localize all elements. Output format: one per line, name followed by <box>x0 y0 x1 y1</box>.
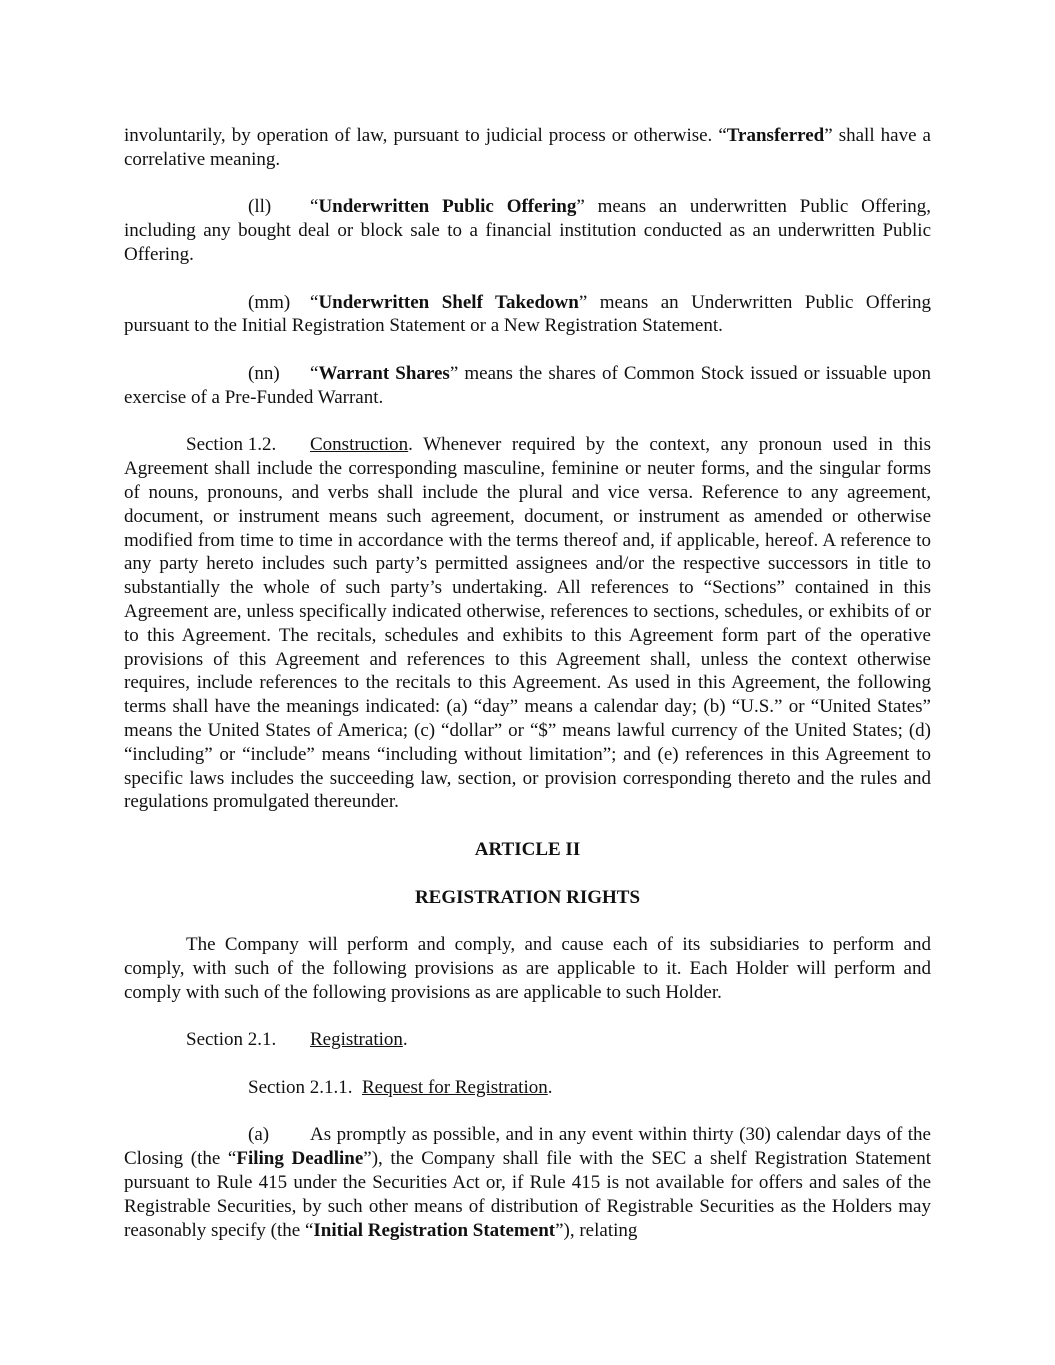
section-heading: Request for Registration <box>362 1076 548 1098</box>
defined-term: Transferred <box>726 125 825 146</box>
section-1-2-construction: Section 1.2. Construction. Whenever required by the context, any pronoun used in this Agreement shall include the corresponding masculine, feminine or neuter forms, and the singular forms of nouns, pronouns, and verbs shall include the plural and vice versa. Reference to any agreement, document, or instrument means such agreement, document, or instrument as amended or otherwise modified from time to time in accordance with the terms thereof and, if applicable, hereof. A reference to any party hereto includes such party’s permitted assignees and/or the respective successors in title to substantially the whole of such party’s undertaking. All references to “Sections” contained in this Agreement are, unless specifically indicated otherwise, references to sections, schedules, or exhibits of or to this Agreement. The recitals, schedules and exhibits to this Agreement form part of the operative provisions of this Agreement and references to this Agreement shall, unless the context otherwise requires, include references to the recitals to this Agreement. As used in this Agreement, the following terms shall have the meanings indicated: (a) “day” means a calendar day; (b) “U.S.” or “United States” means the United States of America; (c) “dollar” or “$” means lawful currency of the United States; (d) “including” or “include” means “including without limitation”; and (e) references in this Agreement to specific laws includes the succeeding law, section, or provision corresponding thereto and the rules and regulations promulgated thereunder. <box>124 434 931 813</box>
section-heading: Registration <box>310 1029 403 1051</box>
paragraph-a: (a) As promptly as possible, and in any event within thirty (30) calendar days of the Closing (the “Filing Deadline”), the Company shall file with the SEC a shelf Registration Statement pursuant to Rule 415 under the Securities Act or, if Rule 415 is not available for offers and sales of the Registrable Securities, by such other means of distribution of Registrable Securities as the Holders may reasonably specify (the “Initial Registration Statement”), relating <box>124 1124 931 1241</box>
document-page <box>124 124 931 1242</box>
section-2-1-1-heading: Section 2.1.1. Request for Registration. <box>248 1076 553 1098</box>
section-2-1-heading: Section 2.1. Registration. <box>186 1029 408 1051</box>
definition-nn: (nn) “Warrant Shares” means the shares of Common Stock issued or issuable upon exercise of a Pre-Funded Warrant. <box>124 362 932 408</box>
article-number: ARTICLE II <box>474 838 581 860</box>
article-title: REGISTRATION RIGHTS <box>414 886 641 908</box>
section-heading: Construction <box>310 434 409 456</box>
article-intro: The Company will perform and comply, and cause each of its subsidiaries to perform and comply, with such of the following provisions as are applicable to it. Each Holder will perform and comply with such of the following provisions as are applicable to such Holder. <box>124 934 931 1003</box>
paragraph-label: (a) <box>248 1124 270 1146</box>
definition-ll: (ll) “Underwritten Public Offering” means an underwritten Public Offering, including any bought deal or block sale to a financial institution conducted as an underwritten Public Offering. <box>124 196 931 265</box>
definition-label: (ll) <box>248 196 272 218</box>
section-number: Section 2.1. <box>186 1029 277 1051</box>
defined-term: Underwritten Public Offering <box>318 196 577 218</box>
section-number: Section 1.2. <box>186 434 277 456</box>
definition-label: (nn) <box>248 362 280 384</box>
transferred-definition: involuntarily, by operation of law, pursuant to judicial process or otherwise. “Transferred” shall have a correlative meaning. <box>124 125 931 170</box>
defined-term: Underwritten Shelf Takedown <box>318 291 579 313</box>
defined-term: Filing Deadline <box>236 1148 364 1170</box>
section-number: Section 2.1.1. <box>248 1076 353 1098</box>
defined-term: Warrant Shares <box>318 362 450 384</box>
definition-mm: (mm) “Underwritten Shelf Takedown” means an Underwritten Public Offering pursuant to the Initial Registration Statement or a New Registration Statement. <box>124 291 932 337</box>
definition-label: (mm) <box>248 291 291 313</box>
defined-term: Initial Registration Statement <box>313 1219 556 1241</box>
